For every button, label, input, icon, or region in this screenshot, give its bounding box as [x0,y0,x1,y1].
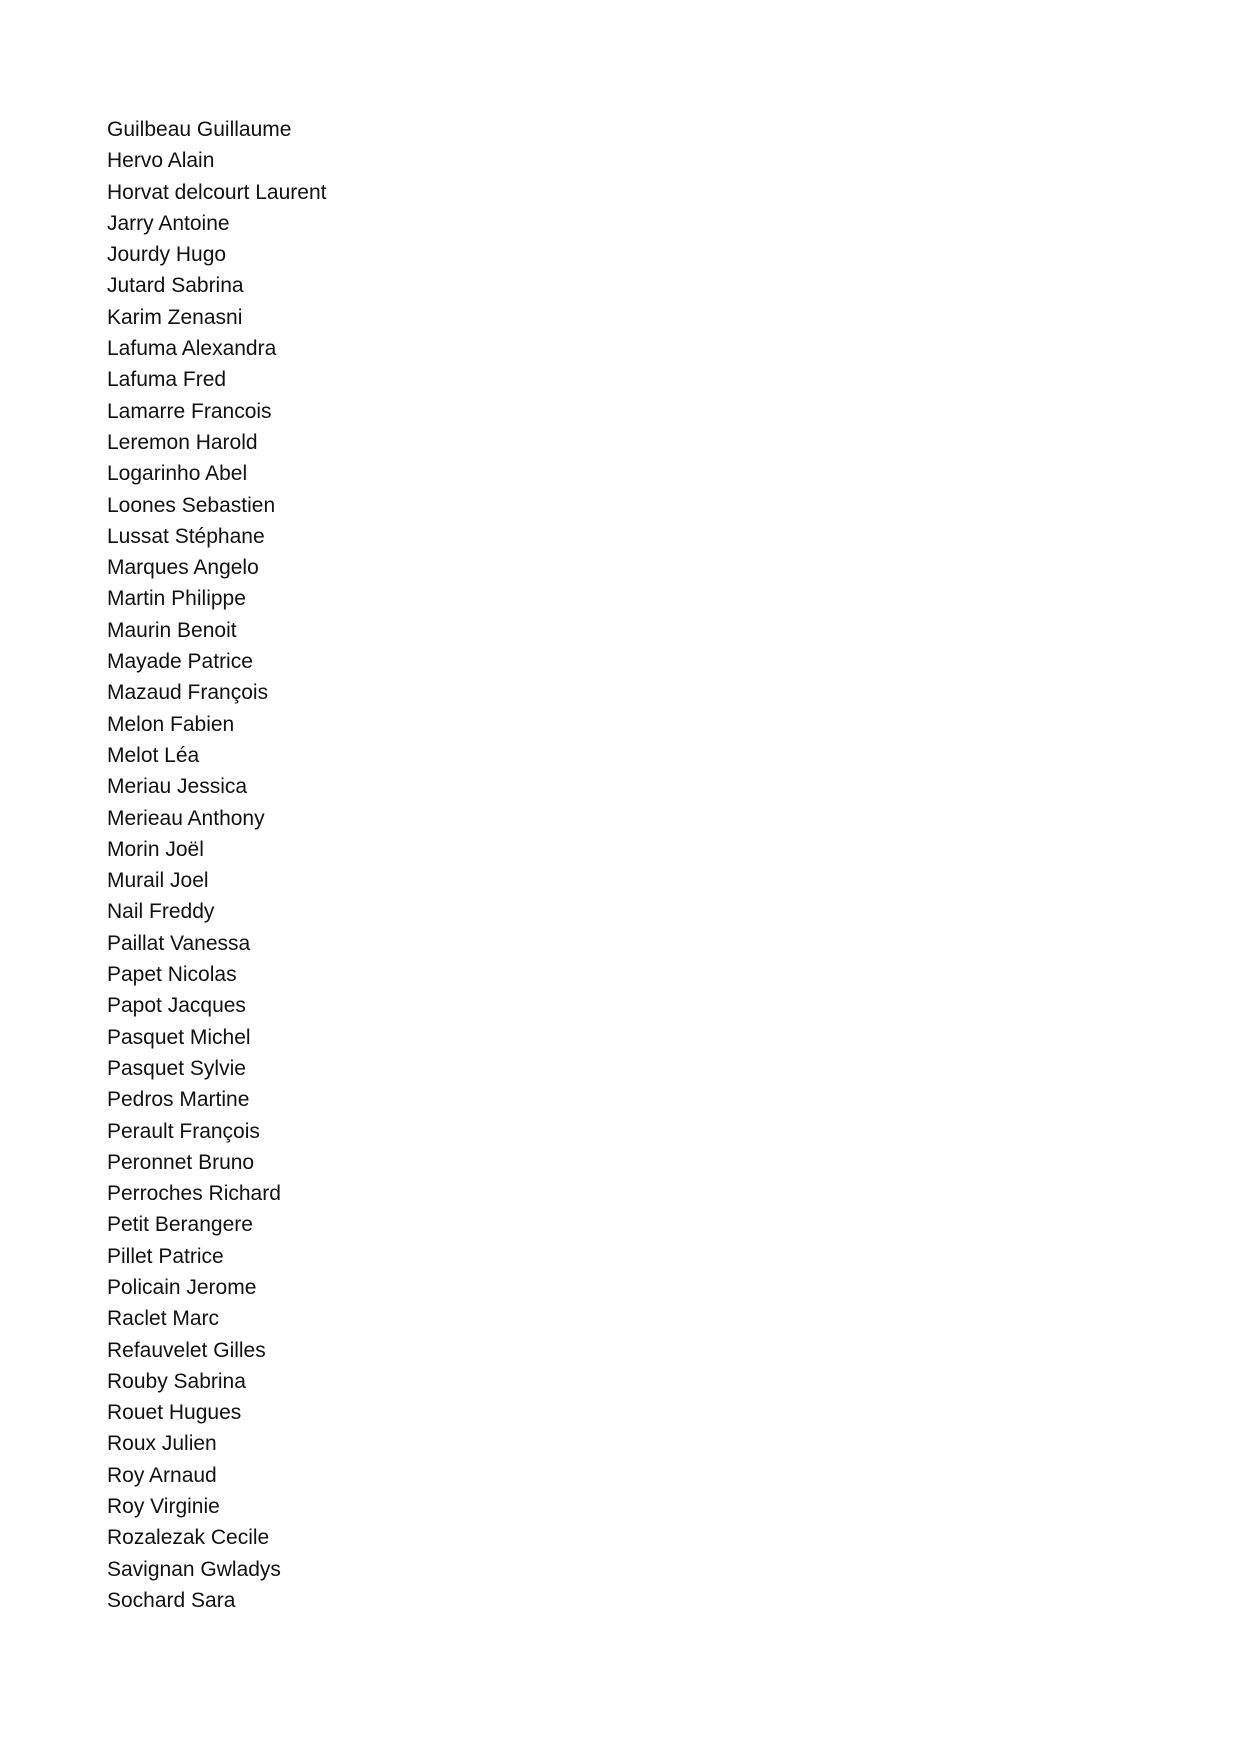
list-item: Jourdy Hugo [107,243,227,267]
list-item: Rouet Hugues [107,1401,242,1425]
list-item: Logarinho Abel [107,462,248,486]
list-item: Refauvelet Gilles [107,1338,266,1362]
list-item: Roy Virginie [107,1495,220,1519]
list-item: Raclet Marc [107,1307,220,1331]
list-item: Hervo Alain [107,149,215,173]
list-item: Paillat Vanessa [107,931,251,955]
list-item: Roy Arnaud [107,1463,217,1487]
list-item: Murail Joel [107,869,209,893]
list-item: Papet Nicolas [107,963,237,987]
list-item: Leremon Harold [107,430,258,454]
list-item: Pillet Patrice [107,1244,224,1268]
list-item: Perroches Richard [107,1182,281,1206]
list-item: Jutard Sabrina [107,274,244,298]
list-item: Morin Joël [107,837,204,861]
list-item: Lafuma Alexandra [107,337,277,361]
list-item: Melot Léa [107,743,200,767]
list-item: Horvat delcourt Laurent [107,180,327,204]
list-item: Mazaud François [107,681,269,705]
list-item: Sochard Sara [107,1588,236,1612]
list-item: Lamarre Francois [107,399,272,423]
list-item: Peronnet Bruno [107,1150,255,1174]
list-item: Martin Philippe [107,587,246,611]
list-item: Pasquet Sylvie [107,1056,246,1080]
list-item: Pasquet Michel [107,1025,251,1049]
list-item: Marques Angelo [107,556,259,580]
list-item: Petit Berangere [107,1213,253,1237]
list-item: Savignan Gwladys [107,1557,281,1581]
list-item: Merieau Anthony [107,806,265,830]
list-item: Roux Julien [107,1432,217,1456]
list-item: Mayade Patrice [107,650,253,674]
list-item: Melon Fabien [107,712,235,736]
list-item: Loones Sebastien [107,493,276,517]
list-item: Policain Jerome [107,1275,257,1299]
list-item: Guilbeau Guillaume [107,118,292,141]
list-item: Meriau Jessica [107,775,248,799]
list-item: Maurin Benoit [107,618,237,642]
list-item: Perault François [107,1119,260,1143]
list-item: Pedros Martine [107,1088,250,1112]
list-item: Papot Jacques [107,994,246,1018]
list-item: Lafuma Fred [107,368,227,392]
list-item: Rouby Sabrina [107,1369,246,1393]
list-item: Lussat Stéphane [107,524,265,548]
list-item: Nail Freddy [107,900,215,924]
list-item: Rozalezak Cecile [107,1526,270,1550]
name-list [107,114,326,1616]
list-item: Jarry Antoine [107,211,230,235]
list-item: Karim Zenasni [107,305,243,329]
